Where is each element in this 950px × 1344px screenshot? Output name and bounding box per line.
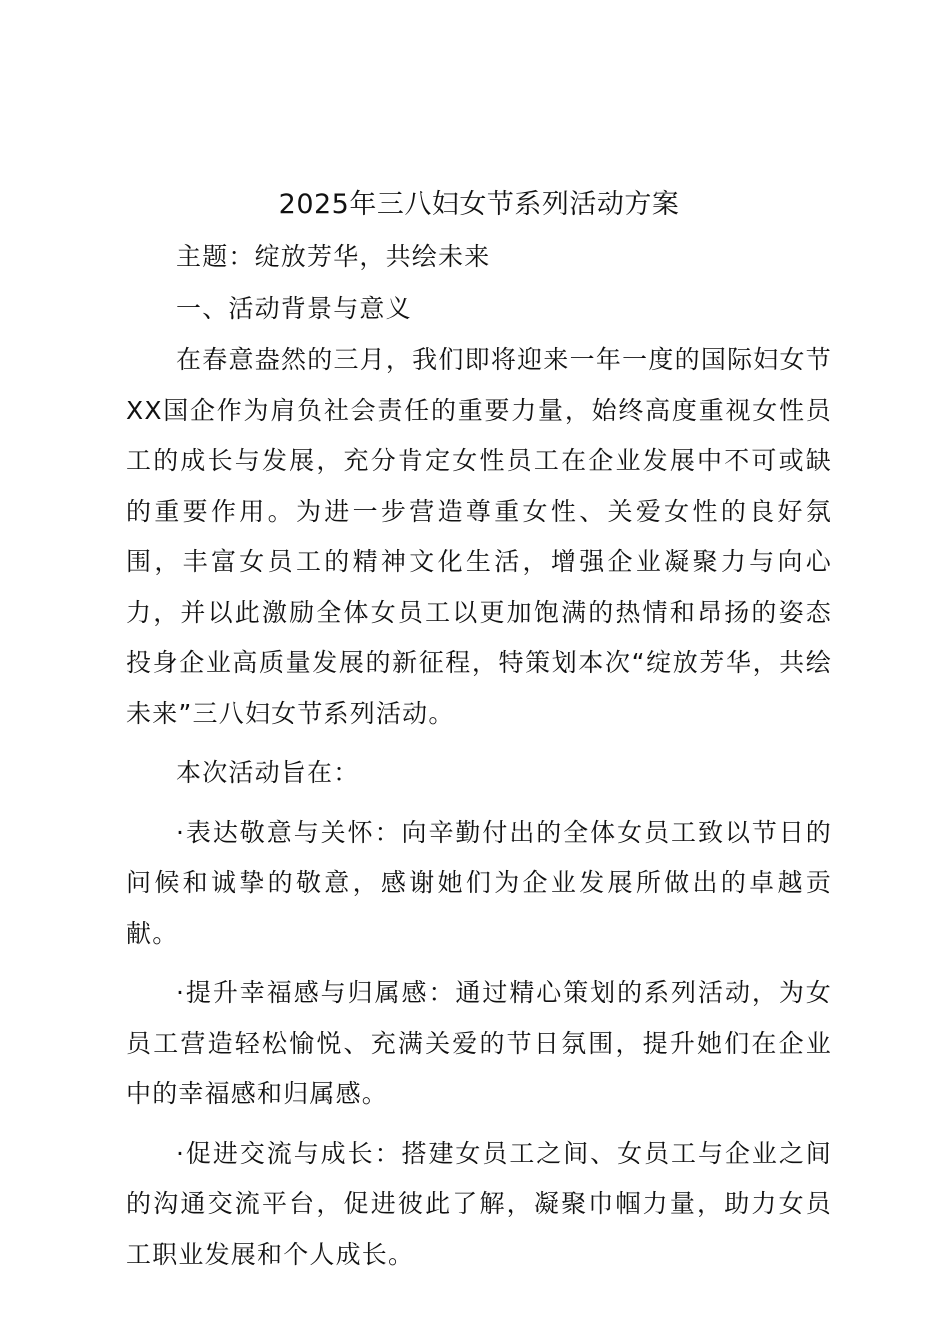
document-body xyxy=(126,182,832,1289)
document-title: 2025年三八妇女节系列活动方案 xyxy=(278,189,680,220)
background-paragraph: 在春意盎然的三月，我们即将迎来一年一度的国际妇女节XX国企作为肩负社会责任的重要力量，始终高度重视女性员工的成长与发展，充分肯定女性员工在企业发展中不可或缺的重要作用。为进一步营造尊重女性、关爱女性的良好氛围，丰富女员工的精神文化生活，增强企业凝聚力与向心力，并以此激励全体女员工以更加饱满的热情和昂扬的姿态投身企业高质量发展的新征程，特策划本次“绽放芳华，共绘未来”三八妇女节系列活动。 xyxy=(126,345,832,728)
section-heading-background: 一、活动背景与意义 xyxy=(176,293,412,323)
aims-intro: 本次活动旨在： xyxy=(176,758,360,787)
aim-item-communication: ·促进交流与成长：搭建女员工之间、女员工与企业之间的沟通交流平台，促进彼此了解，凝聚巾帼力量，助力女员工职业发展和个人成长。 xyxy=(126,1138,832,1269)
aim-item-happiness: ·提升幸福感与归属感：通过精心策划的系列活动，为女员工营造轻松愉悦、充满关爱的节日氛围，提升她们在企业中的幸福感和归属感。 xyxy=(126,978,832,1108)
aim-item-respect: ·表达敬意与关怀：向辛勤付出的全体女员工致以节日的问候和诚挚的敬意，感谢她们为企业发展所做出的卓越贡献。 xyxy=(126,817,832,948)
theme-line: 主题：绽放芳华，共绘未来 xyxy=(176,242,491,271)
